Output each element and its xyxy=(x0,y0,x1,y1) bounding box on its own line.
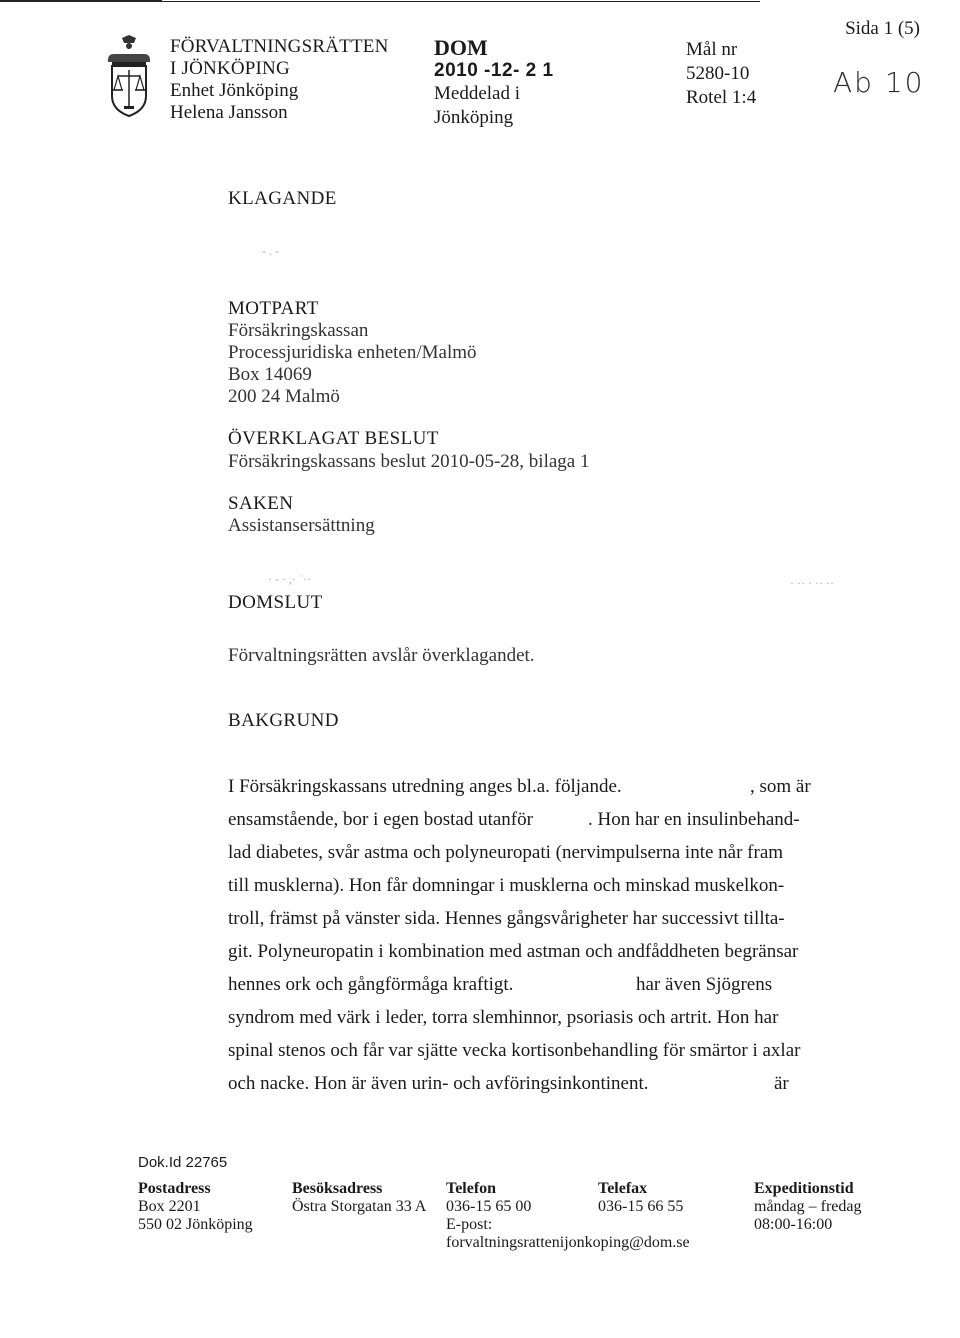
court-header xyxy=(170,36,389,124)
case-number: 5280-10 xyxy=(686,63,750,84)
document-id: Dok.Id 22765 xyxy=(138,1154,228,1171)
body-line: syndrom med värk i leder, torra slemhinnor, psoriasis och artrit. Hon har xyxy=(228,1007,779,1028)
case-info xyxy=(686,38,756,110)
motpart-line: Försäkringskassan xyxy=(228,320,369,341)
body-line: till musklerna). Hon får domningar i musklerna och minskad muskelkon- xyxy=(228,875,785,896)
footer-telefax: Telefax 036-15 66 55 xyxy=(598,1180,684,1215)
body-line: troll, främst på vänster sida. Hennes gångsvårigheter har successivt tillta- xyxy=(228,908,785,929)
motpart-line: Processjuridiska enheten/Malmö xyxy=(228,342,477,363)
email-link[interactable]: forvaltningsrattenijonkoping@dom.se xyxy=(446,1234,690,1251)
issued-label: Meddelad i xyxy=(434,83,521,104)
page-indicator: Sida 1 (5) xyxy=(845,18,920,39)
body-line: och nacke. Hon är även urin- och avföringsinkontinent. är xyxy=(228,1073,789,1094)
section-title-motpart: MOTPART xyxy=(228,298,319,319)
saken-text: Assistansersättning xyxy=(228,515,375,536)
footer-divider xyxy=(0,1,760,2)
footer-telefon: Telefon 036-15 65 00 E-post: forvaltningsrattenijonkoping@dom.se xyxy=(446,1180,690,1251)
body-line: ensamstående, bor i egen bostad utanför . Hon har en insulinbehand- xyxy=(228,809,800,830)
footer-besoksadress: Besöksadress Östra Storgatan 33 A xyxy=(292,1180,427,1215)
court-city: I JÖNKÖPING xyxy=(170,58,290,79)
court-unit: Enhet Jönköping xyxy=(170,80,299,101)
handwritten-note: Ab 10 xyxy=(833,66,925,99)
footer-expeditionstid: Expeditionstid måndag – fredag 08:00-16:00 xyxy=(754,1180,862,1233)
section-title-domslut: DOMSLUT xyxy=(228,592,323,613)
body-line: hennes ork och gångförmåga kraftigt. har även Sjögrens xyxy=(228,974,773,995)
case-label: Mål nr xyxy=(686,39,738,60)
motpart-line: Box 14069 xyxy=(228,364,312,385)
body-line: spinal stenos och får var sjätte vecka kortisonbehandling för smärtor i axlar xyxy=(228,1040,801,1061)
scan-noise: - . - xyxy=(262,244,279,258)
document-type: DOM xyxy=(434,35,488,60)
section-title-klagande: KLAGANDE xyxy=(228,188,337,209)
section-title-overklagat: ÖVERKLAGAT BESLUT xyxy=(228,428,439,449)
scan-noise: · - · ,· ˙·· xyxy=(268,572,311,586)
body-line: git. Polyneuropatin i kombination med astman och andfåddheten begränsar xyxy=(228,941,799,962)
document-date-stamp: 2010 -12- 2 1 xyxy=(434,60,554,81)
rotel: Rotel 1:4 xyxy=(686,87,757,108)
overklagat-text: Försäkringskassans beslut 2010-05-28, bilaga 1 xyxy=(228,451,590,472)
domslut-text: Förvaltningsrätten avslår överklagandet. xyxy=(228,645,535,666)
issued-city: Jönköping xyxy=(434,107,514,128)
motpart-line: 200 24 Malmö xyxy=(228,386,340,407)
body-line: lad diabetes, svår astma och polyneuropati (nervimpulserna inte når fram xyxy=(228,842,784,863)
court-clerk: Helena Jansson xyxy=(170,102,288,123)
court-crest-icon xyxy=(104,34,154,120)
document-title-block xyxy=(434,36,554,130)
scan-noise: · ·· · ·· ·· xyxy=(790,576,834,590)
section-title-bakgrund: BAKGRUND xyxy=(228,710,339,731)
section-title-saken: SAKEN xyxy=(228,493,294,514)
footer-postadress: Postadress Box 2201 550 02 Jönköping xyxy=(138,1180,253,1233)
court-name: FÖRVALTNINGSRÄTTEN xyxy=(170,36,389,57)
body-line: I Försäkringskassans utredning anges bl.a. följande. , som är xyxy=(228,776,811,797)
bakgrund-body xyxy=(228,770,818,1100)
